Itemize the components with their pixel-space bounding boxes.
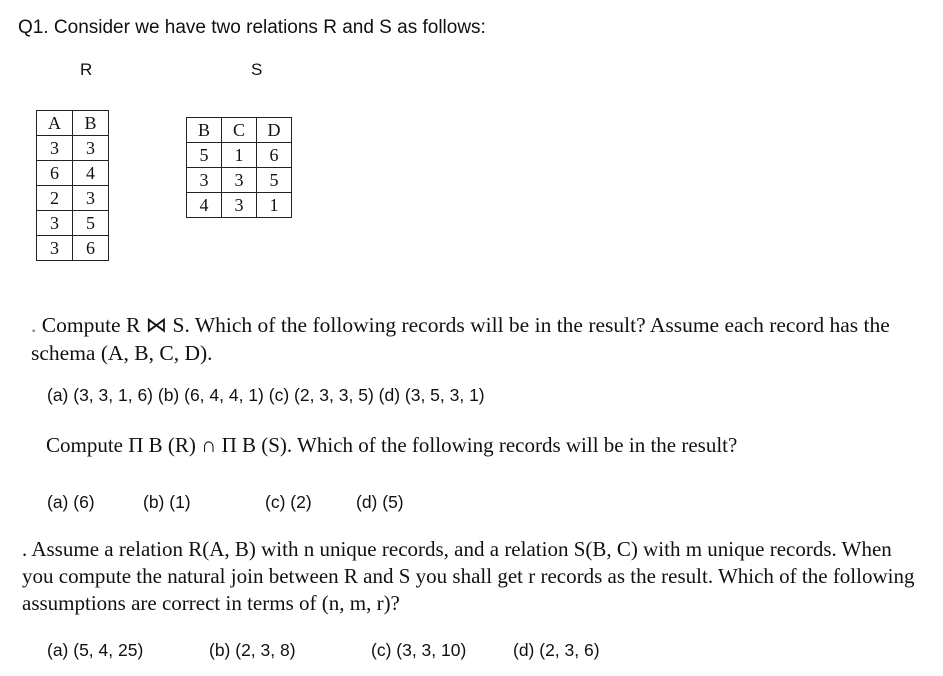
table-cell: 6: [73, 236, 109, 261]
table-cell: 3: [37, 211, 73, 236]
relation-r-label: R: [80, 60, 93, 79]
table-row: [37, 136, 109, 161]
question-4-body: Assume a relation R(A, B) with n unique records, and a relation S(B, C) with m unique records. When you compute the natural join between R and S you shall get r records as the result. Which of the following assumptions are correct in terms of (n, m, r)?: [22, 537, 915, 615]
list-marker: .: [22, 537, 28, 561]
table-cell: 5: [73, 211, 109, 236]
table-cell: 3: [73, 136, 109, 161]
option-c: (c) (3, 3, 10): [371, 640, 467, 660]
table-row: [187, 193, 292, 218]
table-header-cell: A: [37, 111, 73, 136]
table-row: [187, 168, 292, 193]
table-cell: 3: [187, 168, 222, 193]
table-cell: 5: [257, 168, 292, 193]
question-1-title: Q1. Consider we have two relations R and S as follows:: [18, 17, 486, 38]
list-marker: .: [31, 313, 37, 337]
option-b: (b) (1): [143, 492, 191, 512]
option-d: (d) (5): [356, 492, 404, 512]
table-cell: 3: [37, 136, 73, 161]
option-c: (c) (2): [265, 492, 312, 512]
option-d: (d) (2, 3, 6): [513, 640, 600, 660]
relation-r-table: [36, 110, 109, 261]
table-cell: 3: [73, 186, 109, 211]
table-cell: 3: [37, 236, 73, 261]
table-cell: 1: [257, 193, 292, 218]
table-header-cell: B: [73, 111, 109, 136]
question-3-text: Compute Π B (R) ∩ Π B (S). Which of the following records will be in the result?: [46, 433, 738, 457]
table-cell: 5: [187, 143, 222, 168]
option-b: (b) (2, 3, 8): [209, 640, 296, 660]
relation-s-table: [186, 117, 292, 218]
table-cell: 4: [73, 161, 109, 186]
table-header-cell: C: [222, 118, 257, 143]
table-header-cell: D: [257, 118, 292, 143]
question-2-text: [31, 311, 936, 367]
table-cell: 6: [37, 161, 73, 186]
table-row: [37, 236, 109, 261]
question-4-text: [22, 536, 922, 617]
table-cell: 6: [257, 143, 292, 168]
table-header-row: [37, 111, 109, 136]
table-row: [37, 211, 109, 236]
table-cell: 4: [187, 193, 222, 218]
relation-s-label: S: [251, 60, 263, 79]
table-header-row: [187, 118, 292, 143]
table-row: [187, 143, 292, 168]
question-2-body: Compute R ⋈ S. Which of the following records will be in the result? Assume each record has the schema (A, B, C, D).: [31, 313, 890, 365]
table-row: [37, 161, 109, 186]
table-cell: 3: [222, 168, 257, 193]
table-cell: 1: [222, 143, 257, 168]
question-2-options: (a) (3, 3, 1, 6) (b) (6, 4, 4, 1) (c) (2, 3, 3, 5) (d) (3, 5, 3, 1): [47, 385, 485, 405]
table-row: [37, 186, 109, 211]
option-a: (a) (5, 4, 25): [47, 640, 144, 660]
table-cell: 2: [37, 186, 73, 211]
option-a: (a) (6): [47, 492, 95, 512]
table-cell: 3: [222, 193, 257, 218]
table-header-cell: B: [187, 118, 222, 143]
